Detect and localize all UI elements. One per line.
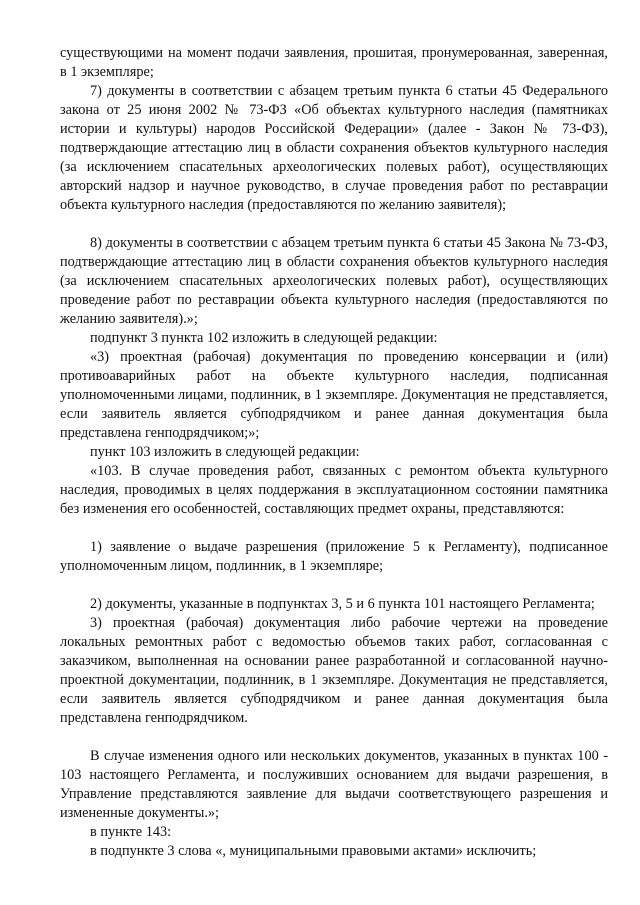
paragraph-103-item-1: 1) заявление о выдаче разрешения (приложение 5 к Регламенту), подписанное уполномоченным лицом, подлинник, в 1 экземпляре; <box>60 539 608 574</box>
paragraph-amend-103: пункт 103 изложить в следующей редакции: <box>90 444 360 460</box>
paragraph-item-7: 7) документы в соответствии с абзацем третьим пункта 6 статьи 45 Федерального закона от 25 июня 2002 № 73-ФЗ «Об объектах культурного наследия (памятниках истории и культуры) народов Российской Федерации» (далее - Закон № 73-ФЗ), подтверждающие аттестацию лиц в области сохранения объектов культурного наследия (за исключением спасательных археологических полевых работ), осуществляющих авторский надзор и научное руководство, в случае проведения работ по реставрации объекта культурного наследия (предоставляются по желанию заявителя); <box>60 83 608 213</box>
spacer <box>60 215 608 234</box>
spacer <box>60 519 608 538</box>
paragraph-item-8: 8) документы в соответствии с абзацем третьим пункта 6 статьи 45 Закона № 73-ФЗ, подтверждающие аттестацию лиц в области сохранения объектов культурного наследия (за исключением спасательных археологических полевых работ), осуществляющих проведение работ по реставрации объекта культурного наследия (предоставляются по желанию заявителя).»; <box>60 235 608 327</box>
paragraph-item-3-102: «3) проектная (рабочая) документация по проведению консервации и (или) противоаварийных работ на объекте культурного наследия, подписанная уполномоченными лицами, подлинник, в 1 экземпляре. Документация не представляется, если заявитель является субподрядчиком и ранее данная документация была представлена генподрядчиком;»; <box>60 349 608 441</box>
paragraph-continuation: существующими на момент подачи заявления, прошитая, пронумерованная, заверенная, в 1 экземпляре; <box>60 45 608 80</box>
paragraph-143-item-3: в подпункте 3 слова «, муниципальными правовыми актами» исключить; <box>90 843 537 859</box>
paragraph-103-item-2: 2) документы, указанные в подпунктах 3, 5 и 6 пункта 101 настоящего Регламента; <box>90 596 595 612</box>
paragraph-amend-102: подпункт 3 пункта 102 изложить в следующей редакции: <box>90 330 438 346</box>
paragraph-103-item-3: 3) проектная (рабочая) документация либо рабочие чертежи на проведение локальных ремонтных работ с ведомостью объемов таких работ, согласованная с заказчиком, выполненная на основании ранее разработанной и согласованной научно-проектной документации, подлинник, в 1 экземпляре. Документация не представляется, если заявитель является субподрядчиком и ранее данная документация была представлена генподрядчиком. <box>60 615 608 726</box>
spacer <box>60 576 608 595</box>
spacer <box>60 728 608 747</box>
document-page <box>60 44 608 861</box>
paragraph-changes: В случае изменения одного или нескольких документов, указанных в пунктах 100 - 103 настоящего Регламента, и послуживших основанием для выдачи разрешения, в Управление представляются заявление для выдачи соответствующего разрешения и измененные документы.»; <box>60 748 608 821</box>
paragraph-103: «103. В случае проведения работ, связанных с ремонтом объекта культурного наследия, проводимых в целях поддержания в эксплуатационном состоянии памятника без изменения его особенностей, составляющих предмет охраны, представляются: <box>60 463 608 517</box>
paragraph-amend-143: в пункте 143: <box>90 824 172 840</box>
